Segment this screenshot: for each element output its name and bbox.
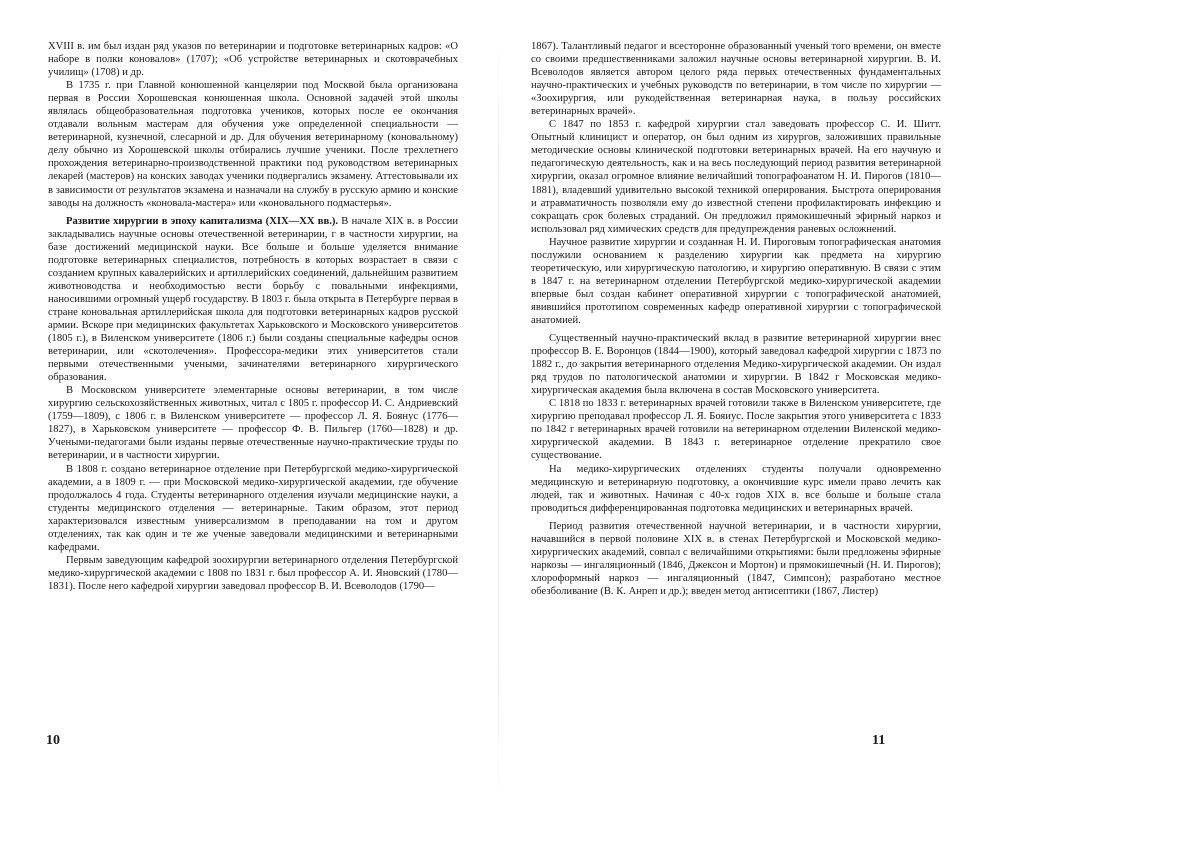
page-number-right: 11 — [872, 733, 886, 748]
book-gutter — [498, 30, 499, 810]
page-number-left: 10 — [46, 733, 60, 748]
right-page — [531, 40, 941, 800]
left-paragraph-4: В Московском университете элементарные основы ветеринарии, в том числе хирургию сельскохозяйственных животных, читал с 1805 г. профессор И. С. Андриевский (1759—1809), с 1806 г. в Виленском университете — профессор Л. Я. Боянус (1776—1827), в Харьковском университете — профессор Ф. В. Пильгер (1760—1828) и др. Учеными-педагогами были изданы первые отечественные научно-практические труды по ветеринарии, и в частности хирургии. — [48, 385, 458, 462]
right-paragraph-4: Существенный научно-практический вклад в развитие ветеринарной хирургии внес профессор В. Е. Воронцов (1844—1900), который заведовал кафедрой хирургии с 1873 по 1882 г., до закрытия ветеринарного отделения Медико-хирургической академии. Он издал ряд трудов по патологической анатомии и хирургии. В 1842 г Московская медико-хирургическая академия была включена в состав Московского университета. — [531, 333, 941, 397]
left-paragraph-1: XVIII в. им был издан ряд указов по ветеринарии и подготовке ветеринарных кадров: «О наборе в полки коновалов» (1707); «Об устройстве ветеринарных и скотоврачебных училищ» (1708) и др. — [48, 41, 458, 79]
right-paragraph-3: Научное развитие хирургии и созданная Н. И. Пироговым топографическая анатомия послужили основанием к разделению хирургии как предмета на хирургию теоретическую, или хирургическую патологию, и хирургию оперативную. В связи с этим в 1847 г. на ветеринарном отделении Петербургской медико-хирургической академии впервые был создан кабинет оперативной хирургии с топографической анатомией, явившийся прототипом современных кафедр оперативной хирургии с топографической анатомией. — [531, 236, 941, 326]
right-paragraph-7: Период развития отечественной научной ветеринарии, и в частности хирургии, начавшийся в первой половине XIX в. в стенах Петербургской и Московской медико-хирургических академий, совпал с величайшими открытиями: были предложены эфирные наркозы — ингаляционный (1846, Джексон и Мортон) и прямокишечный (Н. И. Пирогов); хлороформный наркоз — ингаляционный (1847, Симпсон); разработано местное обезболивание (В. К. Анреп и др.); введен метод антисептики (1867, Листер) — [531, 520, 941, 597]
left-page — [48, 40, 458, 800]
section-heading: Развитие хирургии в эпоху капитализма (XIX—XX вв.). — [66, 215, 339, 227]
left-paragraph-2: В 1735 г. при Главной конюшенной канцелярии под Москвой была организована первая в России Хорошевская конюшенная школа. Основной задачей этой школы являлась общеобразовательная подготовка учеников, которых после ее окончания отдавали вольным мастерам для обучения уже определенной специальности — ветеринарной, кузнечной, слесарной и др. Для обучения ветеринарному (коновальному) делу обычно из Хорошевской школы отбирались лучшие ученики. После трехлетнего прохождения ветеринарно-производственной практики под руководством ветеринарных лекарей (мастеров) на конских заводах ученики подвергались экзамену. Аттестовывали их в зависимости от результатов экзамена и назначали на службу в русскую армию и конские заводы на должность «коновала-мастера» или «коновального подмастерья». — [48, 80, 458, 209]
left-paragraph-6: Первым заведующим кафедрой зоохирургии ветеринарного отделения Петербургской медико-хирургической академии с 1808 по 1831 г. был профессор А. И. Яновский (1780—1831). После него кафедрой хирургии заведовал профессор В. И. Всеволодов (1790— — [48, 554, 458, 592]
left-paragraph-3: Развитие хирургии в эпоху капитализма (XIX—XX вв.). В начале XIX в. в России закладывались научные основы отечественной ветеринарии, г в частности хирургии, на базе достижений медицинской науки. Все больше и больше уделяется внимание подготовке ветеринарных специалистов, потребность в которых возрастает в связи с созданием крупных кавалерийских и артиллерийских соединений, дальнейшим развитием животноводства и необходимостью вести борьбу с повальными инфекциями, наносившими огромный ущерб государству. В 1803 г. была открыта в Петербурге первая в стране коновальная артиллерийская школа для подготовки ветеринарных кадров русской армии. Вскоре при медицинских факультетах Харьковского и Московского университетов (1805 г.), в Виленском университете (1806 г.) были созданы специальные кафедры основ ветеринарии, или «скотолечения». Профессора-медики этих университетов стали первыми отечественными учеными, зачинателями ветеринарного хирургического образования. — [48, 215, 458, 384]
right-paragraph-6: На медико-хирургических отделениях студенты получали одновременно медицинскую и ветеринарную подготовку, а окончившие курс имели право лечить как людей, так и животных. Начиная с 40-х годов XIX в. все больше и больше стала проводиться дифференцированная подготовка медицинских и ветеринарных врачей. — [531, 463, 941, 514]
right-paragraph-5: С 1818 по 1833 г. ветеринарных врачей готовили также в Виленском университете, где хирургию преподавал профессор Л. Я. Бояиус. После закрытия этого университета с 1833 по 1842 г ветеринарных врачей готовили на ветеринарном отделении Виленской медико-хирургической академии. В 1843 г. ветеринарное отделение прекратило свое существование. — [531, 398, 941, 462]
left-paragraph-5: В 1808 г. создано ветеринарное отделение при Петербургской медико-хирургической академии, а в 1809 г. — при Московской медико-хирургической академии, где обучение продолжалось 4 года. Студенты ветеринарного отделения изучали медицинские науки, а студенты медицинского отделения — ветеринарные. Таким образом, этот период характеризовался известным универсализмом в преподавании на том и другом отделениях, так как один и те же ученые заведовали медицинскими и ветеринарными кафедрами. — [48, 463, 458, 553]
right-paragraph-1: 1867). Талантливый педагог и всесторонне образованный ученый того времени, он вместе со своими предшественниками заложил научные основы ветеринарной хирургии. В. И. Всеволодов является автором целого ряда первых отечественных фундаментальных научно-практических и учебных руководств по ветеринарии, в том числе по хирургии — «Зоохирургия, или рукодейственная ветеринарная наука, в пользу российских ветеринарных врачей». — [531, 41, 941, 118]
right-paragraph-2: С 1847 по 1853 г. кафедрой хирургии стал заведовать профессор С. И. Шитт. Опытный клиницист и оператор, он был одним из хирургов, заложивших правильные методические основы клинической подготовки ветеринарных врачей. На его научную и педагогическую деятельность, как и на весь последующий период развития ветеринарной хирургии, оказал огромное влияние величайший топографоанатом Н. И. Пирогов (1810—1881), владевший удивительно высокой техникой оперирования. Быстрота оперирования и атравматичность позволяли ему до известной степени профилактировать инфекцию и сокращать срок болевых страданий. Он предложил прямокишечный эфирный наркоз и использовал ряд химических средств для предупреждения раневых осложнений. — [531, 119, 941, 235]
